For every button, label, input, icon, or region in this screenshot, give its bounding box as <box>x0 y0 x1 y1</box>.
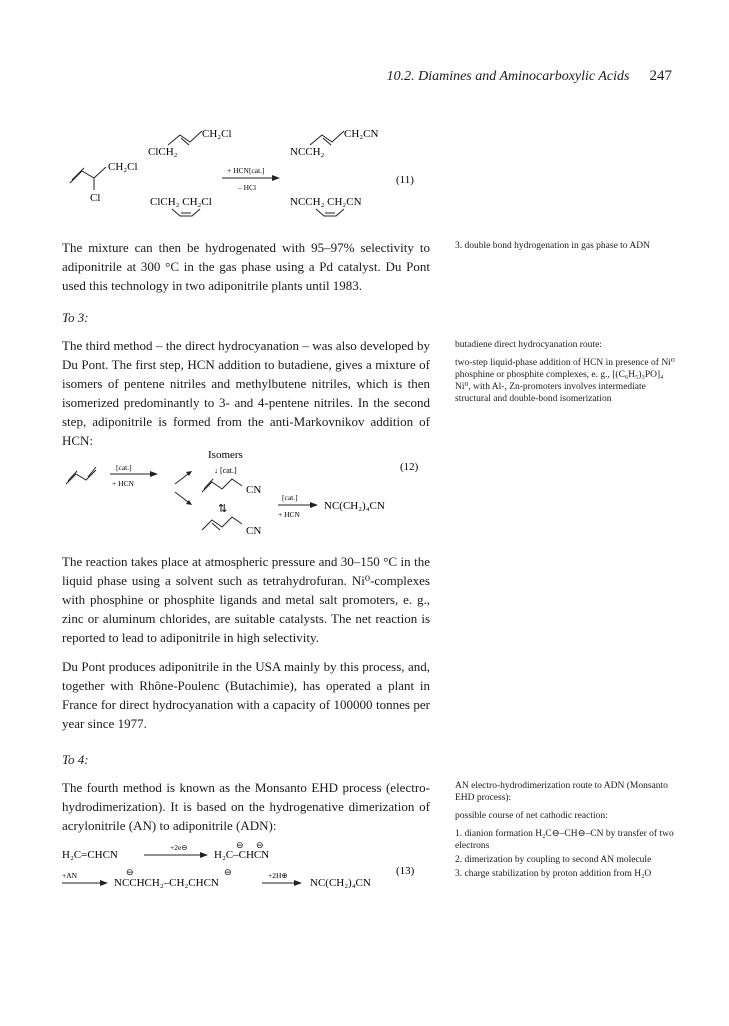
arrow11-bottom: – HCl <box>238 183 257 192</box>
sidenote-3 <box>455 780 675 882</box>
heading-to-4: To 4: <box>62 752 89 767</box>
product-13: NC(CH₂)₄CN <box>310 877 371 889</box>
top-right-skeleton <box>310 131 344 145</box>
top-left-a: CH₂Cl <box>202 128 232 140</box>
running-header <box>300 68 672 85</box>
bottom-left: ClCH₂ CH₂Cl <box>150 196 212 208</box>
sidenote-3-item: 2. dimerization by coupling to second AN molecule <box>455 855 652 865</box>
paragraph-5-text: The fourth method is known as the Monsanto EHD process (electro-hydrodimerization). It is based on the hydrogenative dimerization of acrylonitrile (AN) to adiponitrile (ADN): <box>62 780 430 833</box>
top-left-skeleton <box>168 131 202 145</box>
dianion-charge-2: ⊖ <box>256 842 264 850</box>
down-diverge-arrow <box>175 492 188 502</box>
paragraph-2 <box>62 336 430 460</box>
cn-label-2: CN <box>246 525 262 537</box>
isomers-label: Isomers <box>208 449 243 461</box>
paragraph-1 <box>62 238 430 305</box>
top-right-a: CH₂CN <box>344 128 379 140</box>
sidenote-1 <box>455 240 675 258</box>
arrow13c-head <box>294 880 302 886</box>
scheme-11 <box>60 115 440 220</box>
arrow12a-head <box>150 471 158 477</box>
up-diverge-arrow <box>175 474 188 484</box>
arrow13a-top: +2e⊖ <box>170 843 188 852</box>
sidenote-1-text: 3. double bond hydrogenation in gas phase to ADN <box>455 241 650 251</box>
left-double-bond <box>72 168 84 180</box>
eq-arrows: ⇅ <box>218 503 228 515</box>
sidenote-3-list <box>455 828 675 880</box>
arrow12b-top: [cat.] <box>282 493 298 502</box>
arrow12a-bottom: + HCN <box>112 479 134 488</box>
pentene-nitrile-1-double <box>204 479 213 489</box>
sidenote-3-item: 1. dianion formation H₂C⊖–CH⊖–CN by transfer of two electrons <box>455 829 674 851</box>
arrow12a-top: [cat.] <box>116 463 132 472</box>
arrow13a-head <box>200 852 208 858</box>
dianion-charge-1: ⊖ <box>236 842 244 850</box>
left-sub-label: CH₂Cl <box>108 161 138 173</box>
arrow13b-top: +AN <box>62 871 78 880</box>
dimer-charge-2: ⊖ <box>224 867 232 877</box>
pentene-nitrile-1 <box>202 479 242 492</box>
top-right-b: NCCH₂ <box>290 146 325 158</box>
pentene-nitrile-2-double <box>212 523 220 530</box>
eq-number-12: (12) <box>400 461 419 473</box>
cat-down-label: ↓ [cat.] <box>214 466 237 475</box>
scheme-13 <box>60 842 440 902</box>
left-skeleton <box>70 167 106 183</box>
paragraph-4-text: Du Pont produces adiponitrile in the USA mainly by this process, and, together with Rhône-Poulenc (Butachimie), has operated a plant in France for direct hydrocyanation with a capacity of 100000 tonnes per year since 1977. <box>62 659 430 731</box>
eq-number-13: (13) <box>396 865 415 877</box>
dimer-charge-1: ⊖ <box>126 867 134 877</box>
left-cl-label: Cl <box>90 192 101 204</box>
scheme-12 <box>60 446 440 546</box>
dianion-13: H₂C–CHCN <box>214 849 270 861</box>
paragraph-2-text: The third method – the direct hydrocyanation – was also developed by Du Pont. The first step, HCN addition to butadiene, gives a mixture of isomers of pentene nitriles and methylbutene nitriles, which is then isomerized predominantly to 3- and 4-pentene nitriles. In the second step, adiponitrile is formed from the anti-Markovnikov addition of HCN: <box>62 338 430 448</box>
top-left-b: ClCH₂ <box>148 146 178 158</box>
pentene-nitrile-2 <box>202 517 242 530</box>
paragraph-5 <box>62 778 430 845</box>
arrow12b-bottom: + HCN <box>278 510 300 519</box>
header-title: 10.2. Diamines and Aminocarboxylic Acids <box>386 69 630 84</box>
bottom-right: NCCH₂ CH₂CN <box>290 196 362 208</box>
sidenote-2-body: two-step liquid-phase addition of HCN in presence of Ni⁰ phosphine or phosphite complexes, e. g., [(C₆H₅)₃PO]₄ Ni⁰, with Al-, Zn-promoters involves intermediate structural and double-bond isomerization <box>455 358 675 404</box>
dimer-13: NCCHCH₂–CH₂CHCN <box>114 877 219 889</box>
heading-to-3: To 3: <box>62 310 89 325</box>
arrow11-head <box>272 175 280 181</box>
sidenote-2-title: butadiene direct hydrocyanation route: <box>455 340 602 350</box>
paragraph-3 <box>62 552 430 743</box>
arrow11-top: + HCN[cat.] <box>227 166 265 175</box>
reactant-13: H₂C=CHCN <box>62 849 118 861</box>
eq-number-11: (11) <box>396 174 414 186</box>
arrow12b-head <box>310 502 318 508</box>
cn-label-1: CN <box>246 484 262 496</box>
product-12: NC(CH₂)₄CN <box>324 500 385 512</box>
sidenote-3-title: AN electro-hydrodimerization route to ADN (Monsanto EHD process): <box>455 781 668 803</box>
page-number: 247 <box>649 68 672 84</box>
butadiene-double-2 <box>88 467 96 477</box>
sidenote-3-sub: possible course of net cathodic reaction: <box>455 811 608 821</box>
paragraph-3-text: The reaction takes place at atmospheric pressure and 30–150 °C in the liquid phase using a solvent such as tetrahydrofuran. Ni⁰-complexes with phosphine or phosphite ligands and metal salt promoters, e. g., zinc or aluminum chlorides, are suitable catalysts. The net reaction is reported to lead to adiponitrile in high selectivity. <box>62 554 430 645</box>
paragraph-1-text: The mixture can then be hydrogenated with 95–97% selectivity to adiponitrile at 300 °C in the gas phase using a Pd catalyst. Du Pont used this technology in two adiponitrile plants until 1983. <box>62 240 430 293</box>
sidenote-2 <box>455 339 675 411</box>
sidenote-3-item: 3. charge stabilization by proton addition from H₂O <box>455 869 652 879</box>
arrow13c-top: +2H⊕ <box>268 871 288 880</box>
arrow13b-head <box>100 880 108 886</box>
butadiene-double-1 <box>68 471 77 481</box>
